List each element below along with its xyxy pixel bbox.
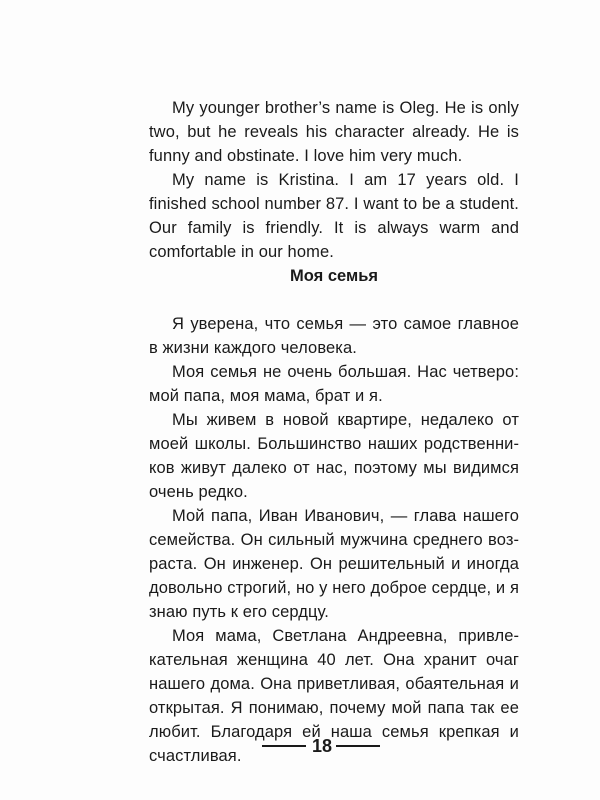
paragraph: Мы живем в новой квартире, недалеко от моей школы. Большинство наших родственников живут далеко от нас, поэтому мы видимся очень редко. bbox=[149, 411, 519, 501]
paragraph: Моя семья не очень большая. Нас четверо: мой папа, моя мама, брат и я. bbox=[149, 363, 519, 405]
paragraph: My name is Kristina. I am 17 years old. I finished school number 87. I want to be a student. Our family is friendly. It is always warm and comfortable in our home. bbox=[149, 171, 519, 261]
russian-text-section bbox=[149, 312, 519, 768]
paragraph: Мой папа, Иван Иванович, — глава нашего семейства. Он сильный мужчина среднего возраста. Он инженер. Он решительный и иногда довольно строгий, но у него доброе сердце, и я знаю путь к его сердцу. bbox=[149, 507, 519, 621]
page-footer bbox=[0, 734, 600, 758]
section-title: Моя семья bbox=[290, 267, 378, 285]
paragraph: My younger brother’s name is Oleg. He is only two, but he reveals his character already. He is funny and obstinate. I love him very much. bbox=[149, 99, 519, 165]
paragraph: Я уверена, что семья — это самое главное в жизни каждого человека. bbox=[149, 315, 519, 357]
english-text-section bbox=[149, 96, 519, 264]
footer-rule-right bbox=[336, 745, 380, 747]
page-number: 18 bbox=[311, 736, 333, 756]
paragraph: Моя мама, Светлана Андреевна, привлекательная женщина 40 лет. Она хранит очаг нашего дома. Она приветливая, обаятельная и открытая. Я понимаю, почему мой папа так ее любит. Благодаря ей наша семья крепкая и счастливая. bbox=[149, 627, 519, 765]
footer-rule-left bbox=[262, 745, 306, 747]
